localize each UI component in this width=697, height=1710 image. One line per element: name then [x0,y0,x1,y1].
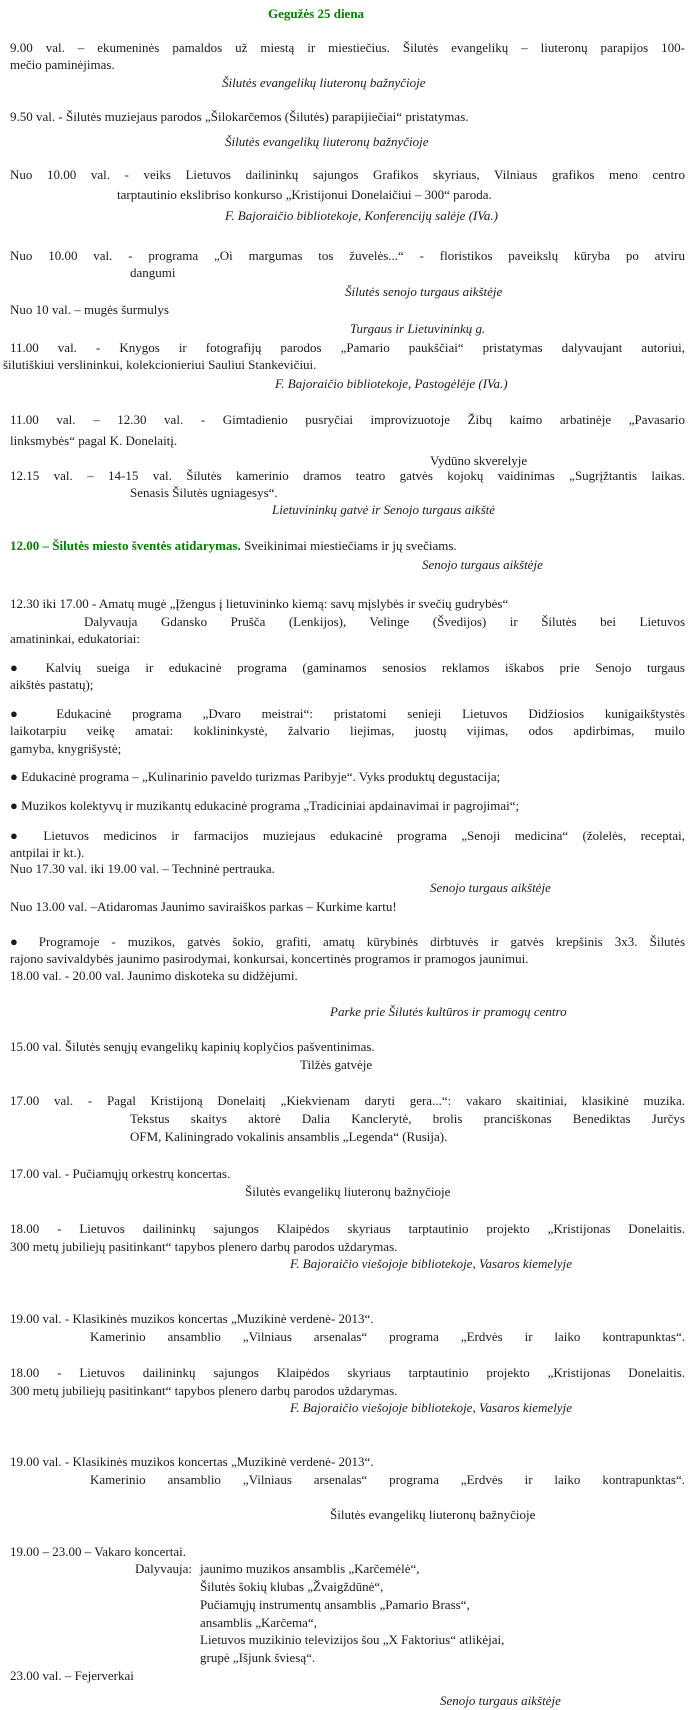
participant: ansamblis „Karčema“, [200,1615,317,1630]
event-text: Sveikinimai miestiečiams ir jų svečiams. [240,538,457,553]
event-text: 17.00 val. - Pučiamųjų orkestrų koncertas. [10,1166,231,1181]
event-location: Šilutės senojo turgaus aikštėje [345,284,503,299]
event-location: F. Bajoraičio bibliotekoje, Konferencijų salėje (IVa.) [225,208,498,223]
event-text: Dalyvauja Gdansko Prušča (Lenkijos), Velinge (Švedijos) ir Šilutės bei Lietuvos [84,614,685,629]
event-text: 19.00 – 23.00 – Vakaro koncertai. [10,1544,186,1559]
event-location: Šilutės evangelikų liuteronų bažnyčioje [222,75,426,90]
event-text: 19.00 val. - Klasikinės muzikos koncertas „Muzikinė verdenė- 2013“. [10,1454,374,1469]
participant: Pučiamųjų instrumentų ansamblis „Pamario Brass“, [200,1597,470,1612]
event-text: 12.15 val. – 14-15 val. Šilutės kamerinio dramos teatro gatvės kojokų vaidinimas „Sugrįžtantis laikas. [10,468,685,483]
event-text: Senasis Šilutės ugniagesys“. [130,485,278,500]
event-text: 18.00 - Lietuvos dailininkų sajungos Klaipėdos skyriaus tarptautinio projekto „Kristijonas Donelaitis. [10,1365,685,1380]
event-text: OFM, Kaliningrado vokalinis ansamblis „Legenda“ (Rusija). [130,1129,448,1144]
event-text: tarptautinio ekslibriso konkurso „Kristijonui Donelaičiui – 300“ paroda. [117,187,492,202]
list-item: ● Kalvių sueiga ir edukacinė programa (gaminamos senosios reklamos iškabos prie Senojo turgaus [10,660,685,675]
participants-label: Dalyvauja: [135,1561,193,1576]
event-text: Kamerinio ansamblio „Vilniaus arsenalas“ programa „Erdvės ir laiko kontrapunktas“. [90,1472,685,1487]
list-item: ● Edukacinė programa – „Kulinarinio paveldo turizmas Paribyje“. Vyks produktų degustacija; [10,769,501,784]
participant: Lietuvos muzikinio televizijos šou „X Faktorius“ atlikėjai, [200,1632,505,1647]
event-text: 9.50 val. - Šilutės muziejaus parodos „Šilokarčemos (Šilutės) parapijiečiai“ pristatymas. [10,109,469,124]
event-text: Nuo 10.00 val. - veiks Lietuvos dailininkų sajungos Grafikos skyriaus, Vilniaus grafikos meno centro [10,167,685,182]
list-item: gamyba, knygrišystė; [10,741,122,756]
list-item: antpilai ir kt.). [10,845,85,860]
event-text: 19.00 val. - Klasikinės muzikos koncertas „Muzikinė verdenė- 2013“. [10,1311,374,1326]
event-text: Nuo 17.30 val. iki 19.00 val. – Techninė pertrauka. [10,861,275,876]
event-text: šilutiškiui verslininkui, kolekcionieriui Sauliui Stankevičiui. [3,357,317,372]
event-location: F. Bajoraičio viešojoje bibliotekoje, Vasaros kiemelyje [290,1256,572,1271]
event-text: 17.00 val. - Pagal Kristijoną Donelaitį „Kiekvienam daryti gera...“: vakaro skaitiniai, klasikinė muzika. [10,1093,685,1108]
list-item: ● Lietuvos medicinos ir farmacijos muziejaus edukacinė programa „Senoji medicina“ (žolelės, receptai, [10,828,685,843]
event-location: Šilutės evangelikų liuteronų bažnyčioje [330,1507,536,1522]
opening-highlight: 12.00 – Šilutės miesto šventės atidarymas. [10,538,241,553]
event-text [10,538,457,554]
list-item: ● Programoje - muzikos, gatvės šokio, grafiti, amatų kūrybinės dirbtuvės ir gatvės krepšinis 3x3. Šilutės [10,934,685,949]
event-text: linksmybės“ pagal K. Donelaitį. [10,433,178,448]
event-text: 23.00 val. – Fejerverkai [10,1668,134,1683]
event-text: 300 metų jubiliejų pasitinkant“ tapybos plenero darbų parodos uždarymas. [10,1383,398,1398]
page-title: Gegužės 25 diena [268,6,365,21]
event-location: F. Bajoraičio viešojoje bibliotekoje, Vasaros kiemelyje [290,1400,572,1415]
event-text: 9.00 val. – ekumeninės pamaldos už miestą ir miestiečius. Šilutės evangelikų – liuteronų parapijos 100- [10,40,685,55]
list-item: ● Muzikos kolektyvų ir muzikantų edukacinė programa „Tradiciniai apdainavimai ir pagrojimai“; [10,798,520,813]
event-text: 12.30 iki 17.00 - Amatų mugė „Įžengus į lietuvininko kiemą: savų mįslybės ir svečių gudrybės“ [10,596,509,611]
event-location: Turgaus ir Lietuvininkų g. [350,321,486,336]
participant: grupė „Išjunk šviesą“. [200,1650,316,1665]
event-text: 18.00 - Lietuvos dailininkų sajungos Klaipėdos skyriaus tarptautinio projekto „Kristijonas Donelaitis. [10,1221,685,1236]
event-text: 300 metų jubiliejų pasitinkant“ tapybos plenero darbų parodos uždarymas. [10,1239,398,1254]
event-location: Parke prie Šilutės kultūros ir pramogų centro [330,1004,567,1019]
participant: Šilutės šokių klubas „Žvaigždūnė“, [200,1579,384,1594]
event-location: F. Bajoraičio bibliotekoje, Pastogėlėje (IVa.) [275,376,508,391]
event-text: 15.00 val. Šilutės senųjų evangelikų kapinių koplyčios pašventinimas. [10,1039,375,1054]
event-text: Nuo 10.00 val. - programa „Oi margumas tos žuvelės...“ - floristikos paveikslų kūryba po atviru [10,248,685,263]
event-text: 18.00 val. - 20.00 val. Jaunimo diskoteka su didžėjumi. [10,968,298,983]
list-item: aikštės pastatų); [10,677,94,692]
event-text: mečio paminėjimas. [10,57,115,72]
event-location: Tilžės gatvėje [300,1057,373,1072]
event-text: Nuo 13.00 val. –Atidaromas Jaunimo saviraiškos parkas – Kurkime kartu! [10,899,397,914]
event-text: Nuo 10 val. – mugės šurmulys [10,302,169,317]
event-location: Lietuvininkų gatvė ir Senojo turgaus aikštė [272,502,496,517]
list-item: ● Edukacinė programa „Dvaro meistrai“: pristatomi senieji Lietuvos Didžiosios kunigaikštystės [10,706,685,721]
list-item: laikotarpiu veikę amatai: koklininkystė, žalvario liejimas, juostų vijimas, odos apdirbimas, muilo [10,723,685,738]
event-location: Vydūno skverelyje [430,453,528,468]
event-location: Senojo turgaus aikštėje [440,1693,561,1708]
event-text: Tekstus skaitys aktorė Dalia Kanclerytė, brolis pranciškonas Benediktas Jurčys [130,1111,685,1126]
event-text: Kamerinio ansamblio „Vilniaus arsenalas“ programa „Erdvės ir laiko kontrapunktas“. [90,1329,685,1344]
event-text: 11.00 val. – 12.30 val. - Gimtadienio pusryčiai improvizuotoje Žibų kaimo arbatinėje „Pavasario [10,412,685,427]
event-text: amatininkai, edukatoriai: [10,631,140,646]
list-item: rajono savivaldybės jaunimo pasirodymai, konkursai, koncertinės programos ir pramogos jaunimui. [10,951,529,966]
event-location: Šilutės evangelikų liuteronų bažnyčioje [245,1184,451,1199]
event-text: 11.00 val. - Knygos ir fotografijų parodos „Pamario paukščiai“ pristatymas dalyvaujant autoriui, [10,340,685,355]
event-location: Senojo turgaus aikštėje [422,557,543,572]
participant: jaunimo muzikos ansamblis „Karčemėlė“, [200,1561,420,1576]
event-text: dangumi [130,265,176,280]
event-location: Šilutės evangelikų liuteronų bažnyčioje [225,134,429,149]
event-location: Senojo turgaus aikštėje [430,880,551,895]
